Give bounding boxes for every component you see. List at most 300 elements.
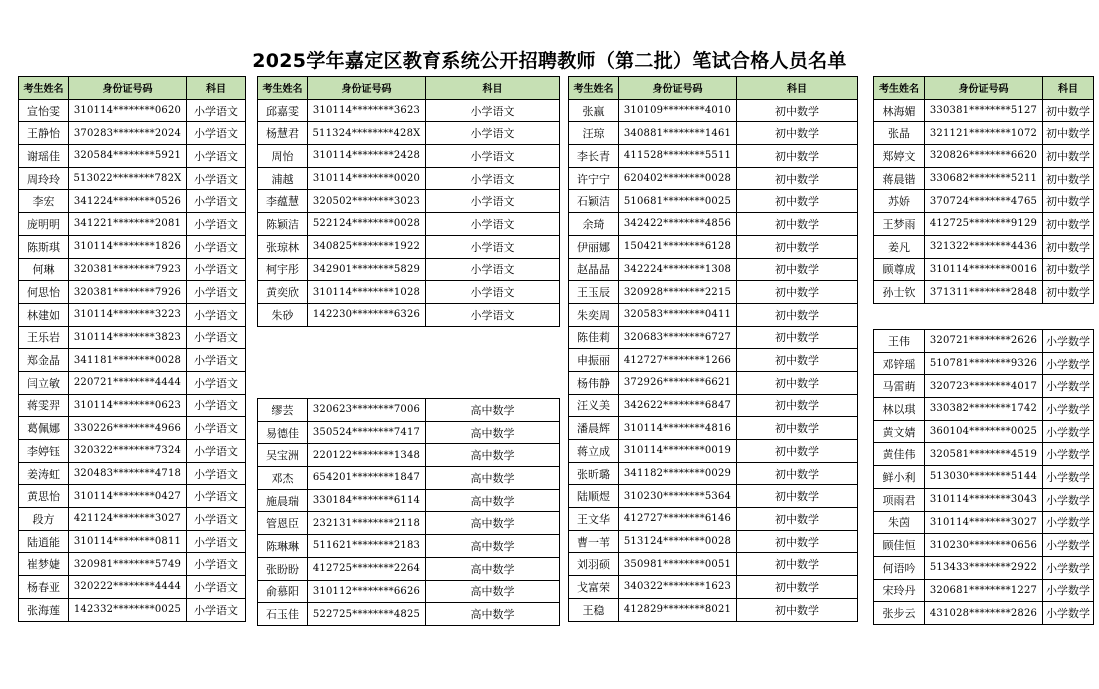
id-number: 310114********0623 — [69, 394, 187, 417]
table-row — [874, 443, 1094, 466]
table-row — [874, 556, 1094, 579]
subject: 初中数学 — [737, 598, 858, 621]
table-row — [258, 603, 560, 626]
candidate-name: 陆逍能 — [19, 530, 69, 553]
candidate-name: 王伟 — [874, 330, 925, 353]
id-number: 513030********5144 — [925, 466, 1043, 489]
id-number: 310114********0020 — [308, 167, 426, 190]
subject: 小学语文 — [187, 167, 246, 190]
subject: 小学数学 — [1043, 375, 1094, 398]
candidate-name: 宋玲丹 — [874, 579, 925, 602]
candidate-name: 黄文婧 — [874, 420, 925, 443]
candidate-name: 刘羽硕 — [569, 553, 619, 576]
candidate-name: 蒋晨锴 — [874, 167, 925, 190]
candidate-name: 石颖洁 — [569, 190, 619, 213]
subject: 小学数学 — [1043, 511, 1094, 534]
id-number: 310114********0427 — [69, 485, 187, 508]
id-number: 350981********0051 — [619, 553, 737, 576]
id-number: 320981********5749 — [69, 553, 187, 576]
table-row — [569, 440, 858, 463]
candidate-name: 崔梦婕 — [19, 553, 69, 576]
subject: 初中数学 — [737, 371, 858, 394]
id-number: 320683********6727 — [619, 326, 737, 349]
id-number: 320681********1227 — [925, 579, 1043, 602]
table-row — [569, 576, 858, 599]
table-block-4-top — [873, 76, 1094, 304]
candidate-name: 顾尊成 — [874, 258, 925, 281]
candidate-name: 邓杰 — [258, 467, 308, 490]
id-number: 320723********4017 — [925, 375, 1043, 398]
table-row — [874, 190, 1094, 213]
subject: 小学数学 — [1043, 534, 1094, 557]
table-row — [19, 122, 246, 145]
candidate-name: 李婷钰 — [19, 440, 69, 463]
candidate-name: 王玉辰 — [569, 281, 619, 304]
id-number: 142230********6326 — [308, 303, 426, 326]
id-number: 310114********1826 — [69, 235, 187, 258]
subject: 小学语文 — [187, 99, 246, 122]
subject: 小学语文 — [426, 190, 560, 213]
subject: 小学语文 — [187, 485, 246, 508]
subject: 小学语文 — [187, 530, 246, 553]
subject: 小学语文 — [187, 190, 246, 213]
subject: 初中数学 — [737, 190, 858, 213]
id-number: 310114********0620 — [69, 99, 187, 122]
table-row — [874, 352, 1094, 375]
subject: 初中数学 — [737, 349, 858, 372]
candidate-name: 段方 — [19, 508, 69, 531]
subject: 小学语文 — [426, 99, 560, 122]
candidate-name: 黄佳伟 — [874, 443, 925, 466]
candidate-name: 张晶 — [874, 122, 925, 145]
table-row — [19, 508, 246, 531]
subject: 小学语文 — [187, 145, 246, 168]
id-number: 320584********5921 — [69, 145, 187, 168]
candidate-name: 郑婷文 — [874, 145, 925, 168]
table-row — [569, 258, 858, 281]
table-row — [19, 553, 246, 576]
table-row — [874, 330, 1094, 353]
candidate-name: 杨慧君 — [258, 122, 308, 145]
subject: 高中数学 — [426, 467, 560, 490]
subject: 初中数学 — [737, 553, 858, 576]
table-row — [19, 462, 246, 485]
candidate-name: 柯宇彤 — [258, 258, 308, 281]
subject: 小学语文 — [187, 326, 246, 349]
table-row — [19, 99, 246, 122]
table-row — [258, 489, 560, 512]
table-row — [874, 398, 1094, 421]
table-row — [19, 349, 246, 372]
id-number: 522124********0028 — [308, 213, 426, 236]
header-name: 考生姓名 — [19, 77, 69, 100]
candidate-name: 葛佩娜 — [19, 417, 69, 440]
table-block-4-bottom — [873, 329, 1094, 625]
id-number: 341182********0029 — [619, 462, 737, 485]
table-row — [258, 467, 560, 490]
subject: 初中数学 — [1043, 235, 1094, 258]
id-number: 342224********1308 — [619, 258, 737, 281]
table-block-2-bottom — [257, 398, 560, 626]
candidate-name: 蒋雯羿 — [19, 394, 69, 417]
id-number: 310114********2428 — [308, 145, 426, 168]
candidate-name: 周怡 — [258, 145, 308, 168]
table-row — [569, 530, 858, 553]
id-number: 330184********6114 — [308, 489, 426, 512]
candidate-name: 宣怡雯 — [19, 99, 69, 122]
header-name: 考生姓名 — [569, 77, 619, 100]
table-row — [569, 394, 858, 417]
candidate-name: 余琦 — [569, 213, 619, 236]
table-row — [874, 466, 1094, 489]
subject: 初中数学 — [737, 530, 858, 553]
table-row — [258, 122, 560, 145]
subject: 高中数学 — [426, 603, 560, 626]
candidate-name: 苏娇 — [874, 190, 925, 213]
id-number: 341181********0028 — [69, 349, 187, 372]
id-number: 340322********1623 — [619, 576, 737, 599]
candidate-name: 李蕴慧 — [258, 190, 308, 213]
id-number: 310230********0656 — [925, 534, 1043, 557]
table-row — [874, 602, 1094, 625]
candidate-name: 姜涛虹 — [19, 462, 69, 485]
id-number: 320483********4718 — [69, 462, 187, 485]
subject: 小学语文 — [187, 281, 246, 304]
subject: 小学语文 — [426, 145, 560, 168]
table-header-row — [19, 77, 246, 100]
id-number: 342422********4856 — [619, 213, 737, 236]
subject: 小学数学 — [1043, 466, 1094, 489]
id-number: 350524********7417 — [308, 421, 426, 444]
subject: 小学语文 — [187, 213, 246, 236]
id-number: 320623********7006 — [308, 399, 426, 422]
id-number: 513433********2922 — [925, 556, 1043, 579]
table-row — [19, 303, 246, 326]
table-row — [258, 399, 560, 422]
candidate-name: 浦越 — [258, 167, 308, 190]
table-block-3 — [568, 76, 858, 622]
table-row — [258, 444, 560, 467]
subject: 高中数学 — [426, 512, 560, 535]
header-id: 身份证号码 — [69, 77, 187, 100]
table-row — [19, 326, 246, 349]
subject: 小学语文 — [187, 576, 246, 599]
candidate-name: 张海莲 — [19, 598, 69, 621]
table-row — [874, 511, 1094, 534]
id-number: 310114********1028 — [308, 281, 426, 304]
candidate-name: 黄思怡 — [19, 485, 69, 508]
table-row — [19, 258, 246, 281]
id-number: 310114********0016 — [925, 258, 1043, 281]
candidate-name: 张琼林 — [258, 235, 308, 258]
candidate-name: 朱茵 — [874, 511, 925, 534]
table-row — [569, 417, 858, 440]
table-header-row — [874, 77, 1094, 100]
table-row — [19, 530, 246, 553]
candidate-name: 陈琳琳 — [258, 535, 308, 558]
id-number: 320222********4444 — [69, 576, 187, 599]
id-number: 620402********0028 — [619, 167, 737, 190]
subject: 小学语文 — [426, 235, 560, 258]
header-name: 考生姓名 — [874, 77, 925, 100]
id-number: 342901********5829 — [308, 258, 426, 281]
table-row — [874, 213, 1094, 236]
candidate-name: 伊丽娜 — [569, 235, 619, 258]
candidate-name: 李长青 — [569, 145, 619, 168]
subject: 小学语文 — [187, 122, 246, 145]
subject: 初中数学 — [737, 167, 858, 190]
id-number: 321322********4436 — [925, 235, 1043, 258]
id-number: 310114********3823 — [69, 326, 187, 349]
subject: 初中数学 — [1043, 213, 1094, 236]
id-number: 513022********782X — [69, 167, 187, 190]
candidate-name: 王稳 — [569, 598, 619, 621]
candidate-name: 邓锌瑶 — [874, 352, 925, 375]
candidate-name: 陈颖洁 — [258, 213, 308, 236]
id-number: 310114********3223 — [69, 303, 187, 326]
subject: 小学语文 — [426, 167, 560, 190]
table-row — [258, 235, 560, 258]
candidate-name: 曹一苇 — [569, 530, 619, 553]
subject: 小学数学 — [1043, 420, 1094, 443]
id-number: 341224********0526 — [69, 190, 187, 213]
subject: 初中数学 — [1043, 99, 1094, 122]
table-row — [874, 235, 1094, 258]
table-row — [19, 190, 246, 213]
table-row — [569, 349, 858, 372]
candidate-name: 姜凡 — [874, 235, 925, 258]
table-row — [19, 167, 246, 190]
table-row — [874, 420, 1094, 443]
id-number: 412727********1266 — [619, 349, 737, 372]
table-row — [19, 394, 246, 417]
table-row — [258, 167, 560, 190]
candidate-name: 汪义美 — [569, 394, 619, 417]
subject: 小学数学 — [1043, 556, 1094, 579]
table-row — [19, 440, 246, 463]
subject: 小学语文 — [187, 508, 246, 531]
table-row — [258, 99, 560, 122]
candidate-name: 孙士钦 — [874, 281, 925, 304]
id-number: 310114********3027 — [925, 511, 1043, 534]
subject: 初中数学 — [737, 213, 858, 236]
subject: 小学数学 — [1043, 398, 1094, 421]
table-row — [258, 535, 560, 558]
subject: 初中数学 — [737, 462, 858, 485]
table-row — [874, 258, 1094, 281]
table-row — [569, 326, 858, 349]
subject: 初中数学 — [1043, 145, 1094, 168]
subject: 高中数学 — [426, 580, 560, 603]
subject: 初中数学 — [737, 99, 858, 122]
id-number: 320826********6620 — [925, 145, 1043, 168]
id-number: 320721********2626 — [925, 330, 1043, 353]
table-header-row — [258, 77, 560, 100]
table-header-row — [569, 77, 858, 100]
table-row — [874, 579, 1094, 602]
candidate-name: 顾佳恒 — [874, 534, 925, 557]
id-number: 321121********1072 — [925, 122, 1043, 145]
candidate-name: 王乐岩 — [19, 326, 69, 349]
table-row — [258, 421, 560, 444]
subject: 初中数学 — [737, 303, 858, 326]
header-subject: 科目 — [426, 77, 560, 100]
candidate-name: 谢瑶佳 — [19, 145, 69, 168]
subject: 初中数学 — [1043, 258, 1094, 281]
table-row — [258, 580, 560, 603]
subject: 高中数学 — [426, 557, 560, 580]
header-subject: 科目 — [737, 77, 858, 100]
id-number: 330381********5127 — [925, 99, 1043, 122]
candidate-name: 杨伟静 — [569, 371, 619, 394]
subject: 小学语文 — [426, 258, 560, 281]
table-row — [19, 281, 246, 304]
candidate-name: 庞明明 — [19, 213, 69, 236]
id-number: 310114********0019 — [619, 440, 737, 463]
candidate-name: 张步云 — [874, 602, 925, 625]
id-number: 510681********0025 — [619, 190, 737, 213]
id-number: 340881********1461 — [619, 122, 737, 145]
header-subject: 科目 — [187, 77, 246, 100]
id-number: 310114********4816 — [619, 417, 737, 440]
id-number: 340825********1922 — [308, 235, 426, 258]
subject: 初中数学 — [1043, 281, 1094, 304]
candidate-name: 郑金晶 — [19, 349, 69, 372]
candidate-name: 邱嘉雯 — [258, 99, 308, 122]
id-number: 220122********1348 — [308, 444, 426, 467]
candidate-name: 鲜小利 — [874, 466, 925, 489]
id-number: 330226********4966 — [69, 417, 187, 440]
id-number: 513124********0028 — [619, 530, 737, 553]
id-number: 412725********2264 — [308, 557, 426, 580]
subject: 高中数学 — [426, 535, 560, 558]
table-block-1 — [18, 76, 246, 622]
subject: 初中数学 — [737, 281, 858, 304]
candidate-name: 易德佳 — [258, 421, 308, 444]
candidate-name: 俞慕阳 — [258, 580, 308, 603]
subject: 小学语文 — [187, 598, 246, 621]
subject: 小学数学 — [1043, 443, 1094, 466]
id-number: 310114********3623 — [308, 99, 426, 122]
subject: 初中数学 — [1043, 167, 1094, 190]
id-number: 320581********4519 — [925, 443, 1043, 466]
subject: 小学语文 — [187, 371, 246, 394]
table-row — [569, 235, 858, 258]
table-row — [569, 553, 858, 576]
subject: 初中数学 — [737, 508, 858, 531]
id-number: 342622********6847 — [619, 394, 737, 417]
candidate-name: 朱奕周 — [569, 303, 619, 326]
candidate-name: 王静怡 — [19, 122, 69, 145]
id-number: 360104********0025 — [925, 420, 1043, 443]
table-row — [19, 417, 246, 440]
candidate-name: 何思怡 — [19, 281, 69, 304]
candidate-name: 许宁宁 — [569, 167, 619, 190]
candidate-name: 管恩臣 — [258, 512, 308, 535]
candidate-name: 何语吟 — [874, 556, 925, 579]
table-row — [258, 258, 560, 281]
candidate-name: 李宏 — [19, 190, 69, 213]
table-row — [258, 190, 560, 213]
candidate-name: 林建如 — [19, 303, 69, 326]
subject: 小学语文 — [187, 303, 246, 326]
subject: 小学语文 — [187, 235, 246, 258]
table-row — [258, 145, 560, 168]
candidate-name: 张昕璐 — [569, 462, 619, 485]
subject: 小学数学 — [1043, 330, 1094, 353]
subject: 高中数学 — [426, 421, 560, 444]
header-id: 身份证号码 — [619, 77, 737, 100]
id-number: 412725********9129 — [925, 213, 1043, 236]
subject: 初中数学 — [737, 576, 858, 599]
id-number: 371311********2848 — [925, 281, 1043, 304]
candidate-name: 施晨瑞 — [258, 489, 308, 512]
candidate-name: 吴宝洲 — [258, 444, 308, 467]
id-number: 431028********2826 — [925, 602, 1043, 625]
header-id: 身份证号码 — [308, 77, 426, 100]
candidate-name: 石玉佳 — [258, 603, 308, 626]
table-row — [19, 576, 246, 599]
table-row — [874, 145, 1094, 168]
subject: 小学数学 — [1043, 602, 1094, 625]
id-number: 421124********3027 — [69, 508, 187, 531]
subject: 初中数学 — [737, 258, 858, 281]
table-row — [569, 99, 858, 122]
subject: 小学语文 — [426, 303, 560, 326]
table-row — [258, 557, 560, 580]
id-number: 232131********2118 — [308, 512, 426, 535]
table-row — [19, 485, 246, 508]
subject: 初中数学 — [737, 417, 858, 440]
candidate-name: 朱砂 — [258, 303, 308, 326]
subject: 小学语文 — [187, 553, 246, 576]
id-number: 310112********6626 — [308, 580, 426, 603]
header-name: 考生姓名 — [258, 77, 308, 100]
subject: 高中数学 — [426, 489, 560, 512]
table-row — [19, 145, 246, 168]
candidate-name: 陈佳莉 — [569, 326, 619, 349]
table-row — [19, 598, 246, 621]
candidate-name: 申振丽 — [569, 349, 619, 372]
id-number: 412829********8021 — [619, 598, 737, 621]
id-number: 370283********2024 — [69, 122, 187, 145]
candidate-name: 王梦雨 — [874, 213, 925, 236]
id-number: 330682********5211 — [925, 167, 1043, 190]
candidate-name: 林以琪 — [874, 398, 925, 421]
candidate-name: 王文华 — [569, 508, 619, 531]
candidate-name: 项雨君 — [874, 488, 925, 511]
subject: 小学语文 — [187, 349, 246, 372]
candidate-name: 张盼盼 — [258, 557, 308, 580]
subject: 初中数学 — [737, 122, 858, 145]
subject: 初中数学 — [737, 394, 858, 417]
candidate-name: 潘晨辉 — [569, 417, 619, 440]
id-number: 522725********4825 — [308, 603, 426, 626]
id-number: 310230********5364 — [619, 485, 737, 508]
table-row — [569, 371, 858, 394]
id-number: 510781********9326 — [925, 352, 1043, 375]
subject: 初中数学 — [737, 145, 858, 168]
id-number: 310114********0811 — [69, 530, 187, 553]
subject: 小学数学 — [1043, 488, 1094, 511]
candidate-name: 马雷萌 — [874, 375, 925, 398]
subject: 小学语文 — [187, 417, 246, 440]
table-row — [19, 235, 246, 258]
id-number: 142332********0025 — [69, 598, 187, 621]
candidate-name: 蒋立成 — [569, 440, 619, 463]
subject: 小学数学 — [1043, 579, 1094, 602]
table-row — [569, 598, 858, 621]
